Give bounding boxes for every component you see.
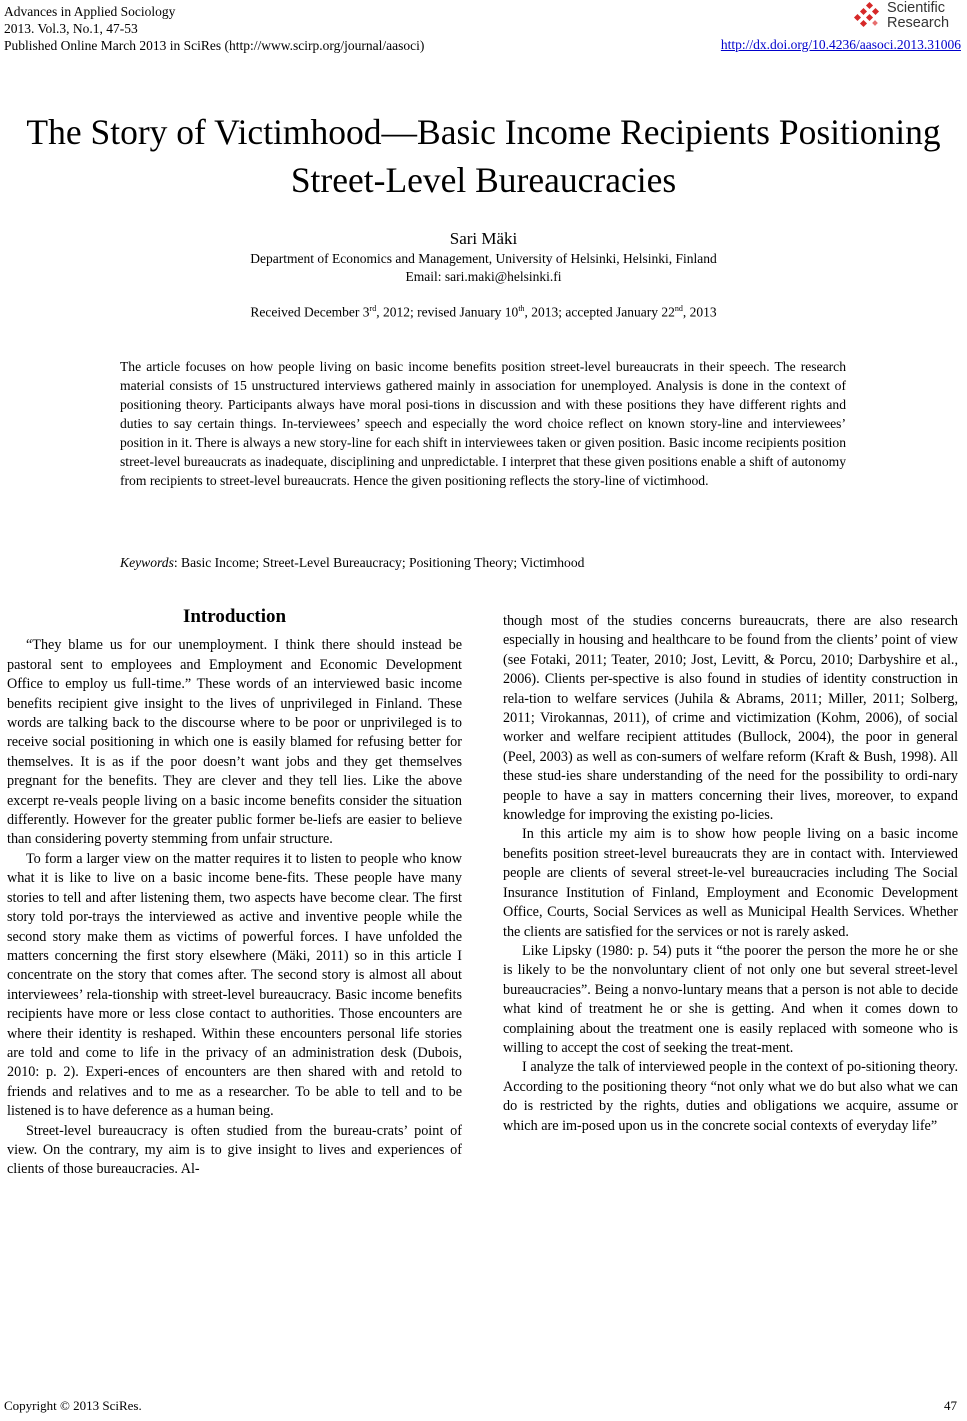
publication-info: Published Online March 2013 in SciRes (http://www.scirp.org/journal/aasoci): [4, 38, 425, 53]
paragraph: To form a larger view on the matter requires it to listen to people who know what it is like to live on a basic income bene-fits. These people have many stories to tell and after listening them, two aspects have become clear. The first story told por-trays the interviewed as active and inventive people while the second story make them as victims of powerful forces. I have unfolded the matters concerning the first story elsewhere (Mäki, 2011) so in this article I concentrate on the story that comes after. The second story is almost all about interviewees’ rela-tionship with street-level bureaucracy. Basic income benefits recipients have more or less close contact to authorities. Those encounters are where their identity is reshaped. Within these encounters personal life stories are told and come to life in the privacy of an administration desk (Dubois, 2010: p. 2). Experi-ences of encounters are then shared with and retold to friends and relatives and to me as a researcher. To be able to tell and to be listened is to have deference as a human being.: [7, 850, 462, 1120]
doi-link[interactable]: http://dx.doi.org/10.4236/aasoci.2013.31006: [720, 37, 961, 52]
abstract: The article focuses on how people living on basic income benefits position street-level bureaucrats in their speech. The research material consists of 15 unstructured interviews gathered mainly in association for unemployed. Analysis is done in the context of positioning theory. Participants always have moral posi-tions in discussion and with these positions they have different rights and duties to say certain things. In-terviewees’ speech and especially the word choice reflect on known story-line and interviewees’ position in it. There is always a new story-line for each shift in interviewees taken or given position. Basic income recipients position street-level bureaucrats as inadequate, disciplining and unpredictable. I interpret that these given positions enable a shift of autonomy from recipients to street-level bureaucrats. Hence the given positioning reflects the story-line of victimhood.: [120, 359, 846, 488]
journal-header: [4, 3, 424, 54]
keywords-label: Keywords: [120, 555, 174, 570]
affiliation: Department of Economics and Management, University of Helsinki, Helsinki, Finland: [250, 251, 717, 266]
author-affiliation: [0, 250, 967, 286]
paper-title: The Story of Victimhood—Basic Income Recipients Positioning Street-Level Bureaucracies: [26, 112, 941, 200]
copyright-notice: Copyright © 2013 SciRes.: [4, 1398, 142, 1413]
author-name: Sari Mäki: [449, 229, 518, 248]
paragraph: I analyze the talk of interviewed people in the context of po-sitioning theory. According to the positioning theory “not only what we do but also what we can do is restricted by the rights, duties and obligations we acquire, assume or which are im-posed upon us in the concrete social contexts of everyday life”: [503, 1059, 958, 1134]
publisher-logo: [853, 1, 963, 37]
journal-volume: 2013. Vol.3, No.1, 47-53: [4, 21, 138, 36]
paragraph: “They blame us for our unemployment. I think there should instead be pastoral sent to employees and Employment and Economic Development Office to employ us full-time.” These words of an interviewed basic income benefits recipient give insight to the lives of unprivileged in Finland. These words are talking back to the discourse where to be poor or unprivileged is to receive social positioning in which one is easily blamed for refusing better for themselves. It is as if the poor doesn’t want jobs and they get themselves pregnant for the benefits. They are clever and they tell lies. Like the above excerpt re-veals people living on a basic income benefits consider the situation differently. However for the greater public former be-liefs are easier to believe than considering poverty stemming from unfair structure.: [7, 637, 462, 848]
left-column: [7, 603, 462, 1180]
paragraph: though most of the studies concerns bureaucrats, there are also research especially in housing and healthcare to be found from the clients’ point of view (see Fotaki, 2011; Teater, 2010; Jost, Levitt, & Porcu, 2010; Darbyshire et al., 2006). Clients per-spective is also found in studies of identity construction in rela-tion to welfare services (Juhila & Abrams, 2011; Miller, 2011; Solberg, 2011; Virokannas, 2011), of crime and victimization (Kohm, 2006), of social worker and welfare recipient attitudes (Bullock, 2004), the poor in general (Peel, 2003) as well as con-sumers of welfare reform (Kraft & Bush, 1998). All these stud-ies share understanding of the need for the possibility to ordi-nary people to have a say in matters concerning their lives, moreover, to expand knowledge for improving the existing po-licies.: [503, 613, 958, 824]
logo-icon: [853, 1, 885, 33]
doi-link-container: [721, 37, 961, 53]
author-email: Email: sari.maki@helsinki.fi: [405, 269, 562, 284]
logo-text: Scientific Research: [887, 0, 950, 31]
section-heading-introduction: Introduction: [182, 606, 287, 627]
keywords-list: : Basic Income; Street-Level Bureaucracy; Positioning Theory; Victimhood: [173, 555, 585, 570]
received-dates: Received December 3rd, 2012; revised January 10th, 2013; accepted January 22nd, 2013: [250, 304, 717, 320]
right-column: [503, 612, 958, 1136]
journal-name: Advances in Applied Sociology: [4, 4, 176, 19]
paragraph: Like Lipsky (1980: p. 54) puts it “the poorer the person the more he or she is likely to be the nonvoluntary client of not only one but several street-level bureaucracies”. Being a nonvo-luntary means that a person is not able to decide what kind of treatment he or she is getting. And when it comes down to complaining about the treatment one is easily replaced with someone who is willing to accept the cost of seeking the treat-ment.: [503, 942, 958, 1056]
paragraph: Street-level bureaucracy is often studied from the bureau-crats’ point of view. On the contrary, my aim is to give insight to lives and experiences of clients of those bureaucracies. Al-: [7, 1122, 462, 1178]
keywords: [120, 555, 846, 571]
paragraph: In this article my aim is to show how people living on a basic income benefits position street-level bureaucrats they are in contact with. Interviewed people are clients of several street-le-vel bureaucracies including The Social Insurance Institution of Finland, Employment and Economic Development Office, Courts, Social Services as well as Municipal Health Services. Whether the clients are satisfied for the services or not is rarely asked.: [503, 826, 958, 940]
page-number: 47: [944, 1398, 957, 1413]
